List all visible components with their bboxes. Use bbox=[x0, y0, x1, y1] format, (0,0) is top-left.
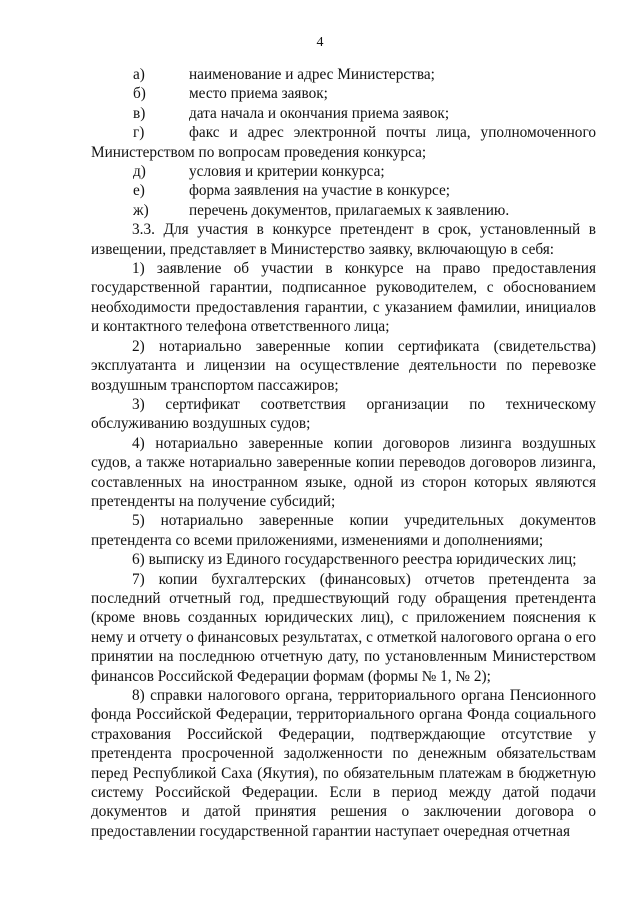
paragraph-item-1: 1) заявление об участии в конкурсе на право предоставления государственной гарантии, подписанное руководителем, с обоснованием необходимости предоставления гарантии, с указанием фамилии, инициалов и контактного телефона ответственного лица; bbox=[91, 260, 596, 336]
list-marker: е) bbox=[133, 182, 145, 200]
list-item-d bbox=[91, 162, 596, 181]
list-item-b bbox=[91, 84, 596, 103]
list-marker: д) bbox=[133, 163, 146, 181]
list-item-text: место приема заявок; bbox=[189, 85, 328, 103]
list-item-text: факс и адрес электронной почты лица, уполномоченного bbox=[189, 124, 596, 142]
list-item-g bbox=[91, 123, 596, 142]
paragraph-item-2: 2) нотариально заверенные копии сертификата (свидетельства) эксплуатанта и лицензии на осуществление деятельности по перевозке воздушным транспортом пассажиров; bbox=[91, 337, 596, 394]
list-marker: г) bbox=[133, 124, 145, 142]
list-item-a bbox=[91, 65, 596, 84]
paragraph-item-5: 5) нотариально заверенные копии учредительных документов претендента со всеми приложениями, изменениями и дополнениями; bbox=[91, 512, 596, 549]
list-item-text: наименование и адрес Министерства; bbox=[189, 66, 435, 83]
list-item-text: дата начала и окончания приема заявок; bbox=[189, 104, 450, 122]
paragraph-item-3: 3) сертификат соответствия организации по техническому обслуживанию воздушных судов; bbox=[91, 395, 596, 433]
list-marker: ж) bbox=[133, 201, 149, 219]
paragraph-item-6: 6) выписку из Единого государственного реестра юридических лиц; bbox=[132, 551, 577, 569]
page-number: 4 bbox=[316, 35, 324, 50]
document-body bbox=[91, 65, 596, 841]
list-marker: в) bbox=[133, 104, 146, 122]
list-item-text: форма заявления на участие в конкурсе; bbox=[189, 182, 450, 200]
list-marker: б) bbox=[133, 85, 146, 103]
list-item-text: перечень документов, прилагаемых к заявлению. bbox=[189, 201, 510, 219]
paragraph-item-8: 8) справки налогового органа, территориального органа Пенсионного фонда Российской Федерации, территориального органа Фонда социального страхования Российской Федерации, подтверждающие отсутствие у претендента просроченной задолженности по денежным обязательствам перед Республикой Саха (Якутия), по обязательным платежам в бюджетную систему Российской Федерации. Если в период между датой подачи документов и датой принятия решения о заключении договора о предоставлении государственной гарантии наступает очередная отчетная bbox=[91, 687, 596, 840]
list-item-continuation: Министерством по вопросам проведения конкурса; bbox=[91, 143, 427, 161]
list-item-zh bbox=[91, 201, 596, 220]
paragraph-item-7: 7) копии бухгалтерских (финансовых) отчетов претендента за последний отчетный год, предшествующий году обращения претендента (кроме вновь созданных юридических лиц), с приложением пояснения к нему и отчету о финансовых результатах, с отметкой налогового органа о его принятии на последнюю отчетную дату, по установленным Министерством финансов Российской Федерации формам (формы № 1, № 2); bbox=[91, 570, 596, 685]
paragraph-3-3: 3.3. Для участия в конкурсе претендент в срок, установленный в извещении, представляет в Министерство заявку, включающую в себя: bbox=[91, 221, 596, 258]
list-item-text: условия и критерии конкурса; bbox=[189, 163, 385, 181]
list-item-v bbox=[91, 104, 596, 123]
list-marker: а) bbox=[133, 66, 145, 83]
list-item-e bbox=[91, 181, 596, 200]
paragraph-item-4: 4) нотариально заверенные копии договоров лизинга воздушных судов, а также нотариально заверенные копии переводов договоров лизинга, составленных на иностранном языке, одной из сторон которых являются претенденты на получение субсидий; bbox=[91, 434, 596, 510]
